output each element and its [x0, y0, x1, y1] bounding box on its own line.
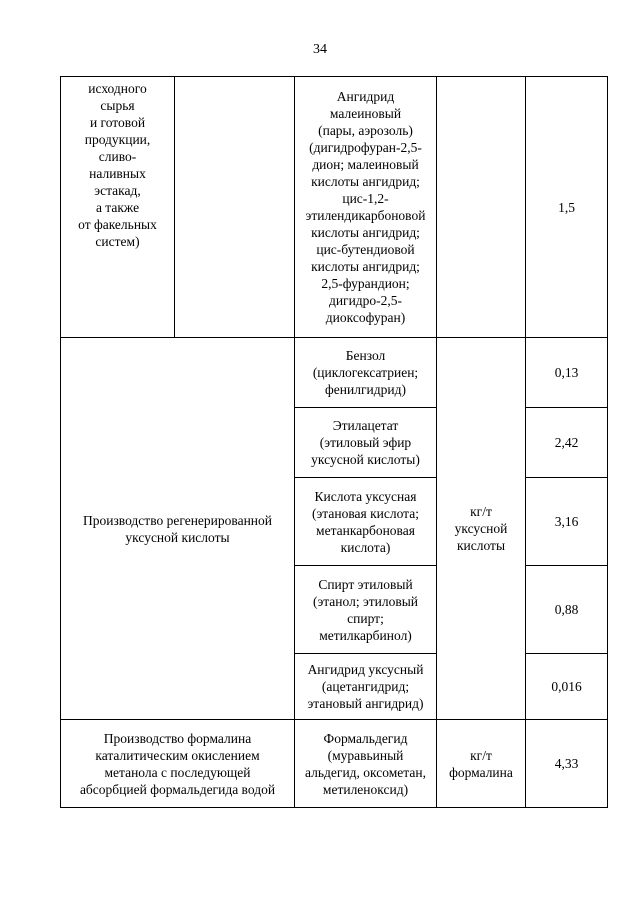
table-cell-value: 2,42 — [526, 408, 608, 478]
table-cell-value: 0,88 — [526, 566, 608, 654]
table-row — [61, 720, 608, 808]
table-cell-unit: кг/т уксусной кислоты — [437, 338, 526, 720]
table-cell-value: 0,016 — [526, 654, 608, 720]
table-cell-empty — [175, 77, 295, 338]
table-row — [61, 77, 608, 338]
emissions-table — [60, 76, 608, 808]
page-number: 34 — [313, 42, 327, 57]
table-cell-substance: Формальдегид (муравьиный альдегид, оксометан, метиленоксид) — [295, 720, 437, 808]
table-cell-value: 3,16 — [526, 478, 608, 566]
table-cell-substance: Бензол (циклогексатриен; фенилгидрид) — [295, 338, 437, 408]
table-cell-unit: кг/т формалина — [437, 720, 526, 808]
table-cell-substance: Спирт этиловый (этанол; этиловый спирт; метилкарбинол) — [295, 566, 437, 654]
table-cell-substance: Ангидрид уксусный (ацетангидрид; этановый ангидрид) — [295, 654, 437, 720]
table-cell-value: 4,33 — [526, 720, 608, 808]
table-cell-process-continuation: исходного сырья и готовой продукции, сливо- наливных эстакад, а также от факельных систем) — [61, 77, 175, 338]
table-cell-process: Производство регенерированной уксусной кислоты — [61, 338, 295, 720]
table-row — [61, 338, 608, 408]
table-cell-value: 1,5 — [526, 77, 608, 338]
table-cell-process: Производство формалина каталитическим окислением метанола с последующей абсорбцией формальдегида водой — [61, 720, 295, 808]
table-cell-substance: Этилацетат (этиловый эфир уксусной кислоты) — [295, 408, 437, 478]
table-cell-value: 0,13 — [526, 338, 608, 408]
table-cell-unit — [437, 77, 526, 338]
table-cell-substance: Ангидрид малеиновый (пары, аэрозоль) (дигидрофуран-2,5- дион; малеиновый кислоты ангидрид; цис-1,2- этилендикарбоновой кислоты ангидрид; цис-бутендиовой кислоты ангидрид; 2,5-фурандион; дигидро-2,5- диоксофуран) — [295, 77, 437, 338]
table-cell-substance: Кислота уксусная (этановая кислота; метанкарбоновая кислота) — [295, 478, 437, 566]
